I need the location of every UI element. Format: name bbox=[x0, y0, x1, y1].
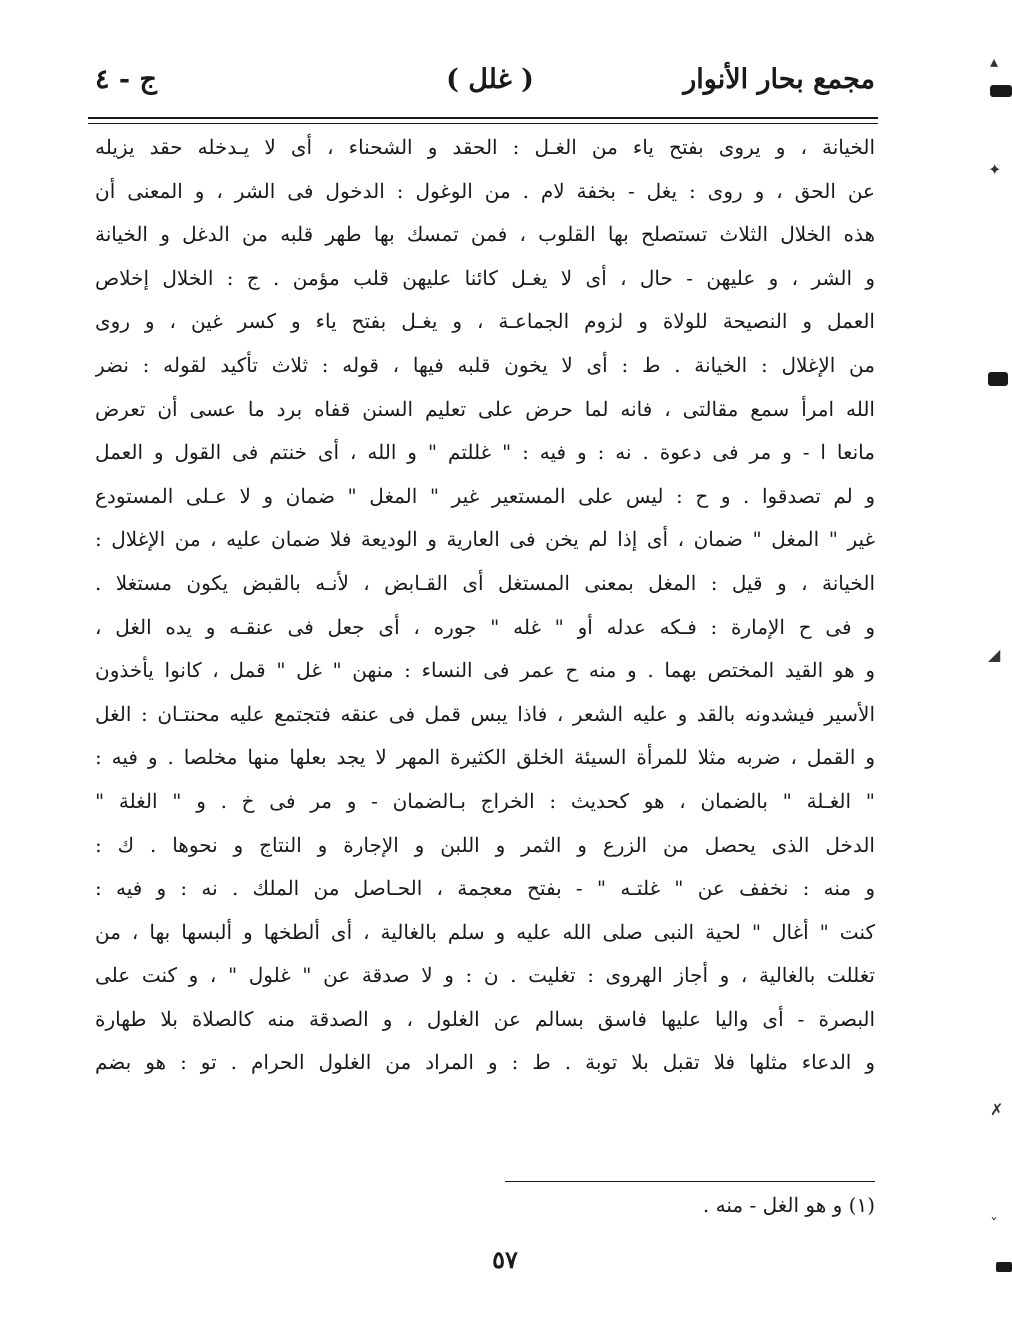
scan-speck-icon: ˇ bbox=[990, 1215, 998, 1234]
text-line: كنت " أغال " لحية النبى صلى الله عليه و سلم بالغالية ، أى ألطخها و ألبسها بها ، من bbox=[95, 919, 875, 944]
text-line: الله امرأ سمع مقالتى ، فانه لما حرض على تعليم السنن قفاه برد ما عسى أن تعرض bbox=[95, 396, 875, 421]
text-line: " الغـلة " بالضمان ، هو كحديث : الخراج بـالضمان - و مر فى خ . و " الغلة " bbox=[95, 788, 875, 813]
text-line: عن الحق ، و روى : يغل - بخفة لام . من الوغول : الدخول فى الشر ، و المعنى أن bbox=[95, 178, 875, 203]
text-line: و الدعاء مثلها فلا تقبل بلا توبة . ط : و المراد من الغلول الحرام . تو : هو بضم bbox=[95, 1050, 875, 1075]
scan-speck-icon: ✦ bbox=[988, 160, 1002, 179]
volume-number: ج - ٤ bbox=[95, 64, 157, 95]
footnote: (١) و هو الغل - منه . bbox=[702, 1193, 875, 1217]
text-line: و فى ح الإمارة : فـكه عدله أو " غله " جوره ، أى جعل فى عنقـه و يده الغل ، bbox=[95, 614, 875, 639]
header-rule bbox=[88, 117, 878, 119]
text-line: العمل و النصيحة للولاة و لزوم الجماعـة ، و يغـل بفتح ياء و كسر غين ، و روى bbox=[95, 309, 875, 334]
text-line: الخيانة ، و قيل : المغل بمعنى المستغل أى القـابض ، لأنـه بالقبض يكون مستغلا . bbox=[95, 570, 875, 595]
text-line: و القمل ، ضربه مثلا للمرأة السيئة الخلق الكثيرة المهر لا يجد بعلها منها مخلصا . و فيه : bbox=[95, 745, 875, 770]
main-text bbox=[95, 126, 875, 1085]
text-line: و لم تصدقوا . و ح : ليس على المستعير غير " المغل " ضمان و لا عـلى المستودع bbox=[95, 483, 875, 508]
footnote-rule bbox=[505, 1181, 875, 1182]
scan-mark bbox=[988, 372, 1008, 386]
scan-mark bbox=[990, 85, 1012, 97]
text-line: و منه : نخفف عن " غلتـه " - بفتح معجمة ، الحـاصل من الملك . نه : و فيه : bbox=[95, 876, 875, 901]
entry-word: ( غلل ) bbox=[446, 64, 534, 95]
scan-speck-icon: ✗ bbox=[990, 1100, 1004, 1119]
text-line: و الشر ، و عليهن - حال ، أى لا يغـل كائنا عليهن قلب مؤمن . ج : الخلال إخلاص bbox=[95, 265, 875, 290]
page-header bbox=[95, 62, 875, 106]
text-line: من الإغلال : الخيانة . ط : أى لا يخون قلبه فيها ، قوله : ثلاث تأكيد لقوله : نضر bbox=[95, 352, 875, 377]
text-line: هذه الخلال الثلاث تستصلح بها القلوب ، فمن تمسك بها طهر قلبه من الدغل و الخيانة bbox=[95, 222, 875, 247]
text-line: مانعا ا - و مر فى دعوة . نه : و فيه : " غللتم " و الله ، أى خنتم فى القول و العمل bbox=[95, 440, 875, 465]
text-line: الخيانة ، و يروى بفتح ياء من الغـل : الحقد و الشحناء ، أى لا يـدخله حقد يزيله bbox=[95, 135, 875, 159]
text-line: الأسير فيشدونه بالقد و عليه الشعر ، فاذا يبس قمل فى عنقه فتجتمع عليه محنتـان : الغل bbox=[95, 701, 875, 726]
header-rule-thin bbox=[88, 123, 878, 124]
text-line: تغللت بالغالية ، و أجاز الهروى : تغليت . ن : و لا صدقة عن " غلول " ، و كنت على bbox=[95, 963, 875, 988]
text-line: البصرة - أى واليا عليها فاسق بسالم عن الغلول ، و الصدقة منه كالصلاة بلا طهارة bbox=[95, 1006, 875, 1031]
scan-speck-icon: ◢ bbox=[988, 645, 1001, 664]
text-line: و هو القيد المختص بهما . و منه ح عمر فى النساء : منهن " غل " قمل ، كانوا يأخذون bbox=[95, 658, 875, 683]
scan-speck-icon: ▴ bbox=[990, 52, 999, 71]
page-number: ٥٧ bbox=[492, 1245, 518, 1274]
book-title: مجمع بحار الأنوار bbox=[683, 64, 875, 95]
scan-mark bbox=[996, 1262, 1012, 1272]
text-line: غير " المغل " ضمان ، أى إذا لم يخن فى العارية و الوديعة فلا ضمان عليه ، من الإغلال : bbox=[95, 527, 875, 552]
text-line: الدخل الذى يحصل من الزرع و الثمر و اللبن و الإجارة و النتاج و نحوها . ك : bbox=[95, 832, 875, 857]
